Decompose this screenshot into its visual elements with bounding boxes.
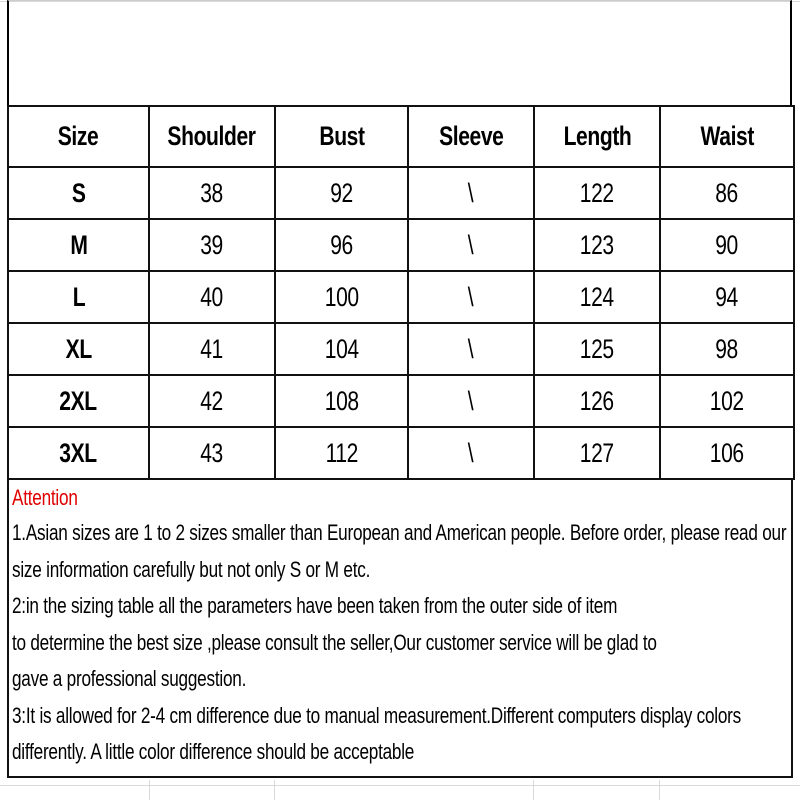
- cell-bust: 112: [275, 427, 408, 479]
- empty-header-area: [7, 0, 792, 106]
- cell-sleeve: \: [408, 271, 534, 323]
- gridline: [149, 780, 150, 800]
- gridline: [533, 780, 534, 800]
- cell-waist: 90: [660, 219, 794, 271]
- cell-size: 3XL: [8, 427, 149, 479]
- size-chart-table: [7, 105, 795, 480]
- note-line: size information carefully but not only S or M etc.: [12, 556, 371, 582]
- attention-notes: [7, 480, 793, 778]
- gridline: [659, 780, 660, 800]
- cell-length: 127: [534, 427, 660, 479]
- note-line: 3:It is allowed for 2-4 cm difference due to manual measurement.Different computers display colors: [12, 702, 741, 728]
- table-row: [8, 219, 794, 271]
- note-line: 2:in the sizing table all the parameters have been taken from the outer side of item: [12, 593, 618, 618]
- header-waist: Waist: [660, 106, 794, 167]
- cell-shoulder: 40: [149, 271, 275, 323]
- note-line: 1.Asian sizes are 1 to 2 sizes smaller than European and American people. Before order, please read our: [12, 520, 787, 545]
- gridline: [274, 780, 275, 800]
- header-sleeve: Sleeve: [408, 106, 534, 167]
- cell-waist: 106: [660, 427, 794, 479]
- table-row: [8, 167, 794, 219]
- cell-bust: 96: [275, 219, 408, 271]
- cell-length: 126: [534, 375, 660, 427]
- header-length: Length: [534, 106, 660, 167]
- attention-title: Attention: [12, 485, 78, 510]
- cell-waist: 94: [660, 271, 794, 323]
- cell-bust: 92: [275, 167, 408, 219]
- cell-bust: 100: [275, 271, 408, 323]
- table-row: [8, 323, 794, 375]
- cell-length: 123: [534, 219, 660, 271]
- cell-size: 2XL: [8, 375, 149, 427]
- header-bust: Bust: [275, 106, 408, 167]
- table-row: [8, 375, 794, 427]
- note-line: differently. A little color difference should be acceptable: [12, 739, 415, 764]
- cell-shoulder: 38: [149, 167, 275, 219]
- table-header-row: [8, 106, 794, 167]
- cell-shoulder: 41: [149, 323, 275, 375]
- cell-size: XL: [8, 323, 149, 375]
- cell-size: S: [8, 167, 149, 219]
- cell-shoulder: 39: [149, 219, 275, 271]
- cell-bust: 104: [275, 323, 408, 375]
- cell-waist: 98: [660, 323, 794, 375]
- cell-sleeve: \: [408, 375, 534, 427]
- cell-waist: 102: [660, 375, 794, 427]
- cell-length: 124: [534, 271, 660, 323]
- cell-sleeve: \: [408, 219, 534, 271]
- cell-length: 122: [534, 167, 660, 219]
- cell-size: L: [8, 271, 149, 323]
- header-shoulder: Shoulder: [149, 106, 275, 167]
- note-line: to determine the best size ,please consult the seller,Our customer service will be glad to: [12, 629, 657, 655]
- gridline: [0, 785, 800, 786]
- cell-shoulder: 42: [149, 375, 275, 427]
- cell-length: 125: [534, 323, 660, 375]
- cell-sleeve: \: [408, 323, 534, 375]
- note-line: gave a professional suggestion.: [12, 666, 247, 691]
- cell-waist: 86: [660, 167, 794, 219]
- header-size: Size: [8, 106, 149, 167]
- cell-size: M: [8, 219, 149, 271]
- cell-sleeve: \: [408, 167, 534, 219]
- table-row: [8, 427, 794, 479]
- cell-bust: 108: [275, 375, 408, 427]
- table-row: [8, 271, 794, 323]
- cell-sleeve: \: [408, 427, 534, 479]
- cell-shoulder: 43: [149, 427, 275, 479]
